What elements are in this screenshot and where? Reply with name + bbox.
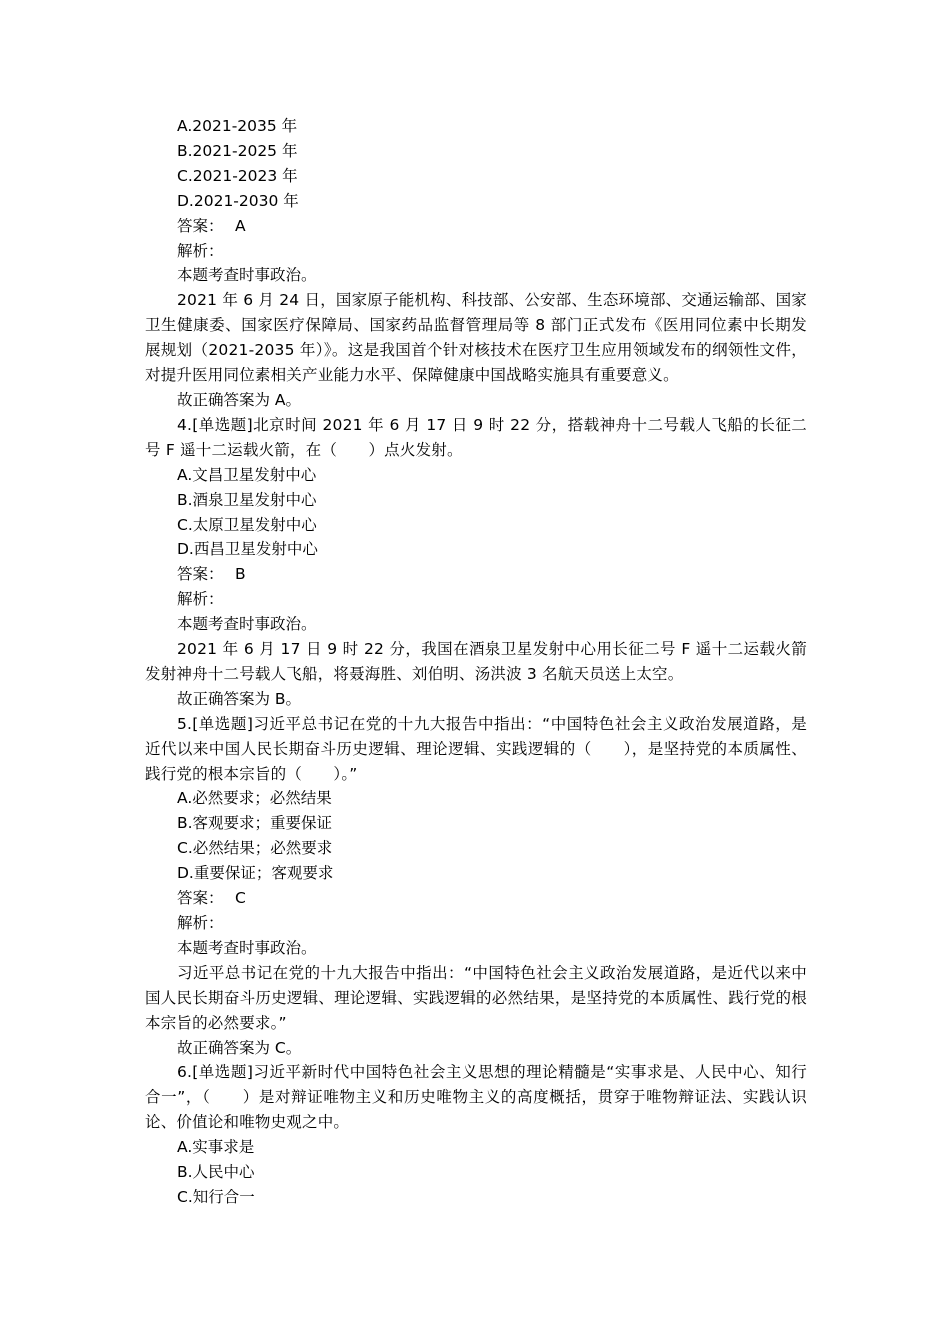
q5-option-a: A.必然要求；必然结果 <box>177 789 332 808</box>
q3-option-c: C.2021-2023 年 <box>177 166 298 185</box>
q4-option-d: D.西昌卫星发射中心 <box>177 540 318 559</box>
q5-option-c: C.必然结果；必然要求 <box>177 839 333 858</box>
q3-option-a: A.2021-2035 年 <box>177 117 298 135</box>
q4-question: 4.[单选题]北京时间 2021 年 6 月 17 日 9 时 22 分，搭载神舟十二号载人飞船的长征二号 F 遥十二运载火箭，在（ ）点火发射。 <box>145 415 807 459</box>
q5-answer-value: C <box>235 889 246 908</box>
q5-answer <box>145 886 807 911</box>
q4-analysis-label: 解析： <box>177 590 224 609</box>
q5-conclusion: 故正确答案为 C。 <box>177 1038 302 1057</box>
q4-option-a: A.文昌卫星发射中心 <box>177 465 317 484</box>
q3-conclusion: 故正确答案为 A。 <box>177 390 302 409</box>
q5-answer-label: 答案： <box>177 889 224 908</box>
q6-question: 6.[单选题]习近平新时代中国特色社会主义思想的理论精髓是“实事求是、人民中心、知行合一”，（ ）是对辩证唯物主义和历史唯物主义的高度概括，贯穿于唯物辩证法、实践认识论、价值论和唯物史观之中。 <box>145 1063 807 1132</box>
q4-analysis-text: 2021 年 6 月 17 日 9 时 22 分，我国在酒泉卫星发射中心用长征二号 F 遥十二运载火箭发射神舟十二号载人飞船，将聂海胜、刘伯明、汤洪波 3 名航天员送上太空。 <box>145 640 807 683</box>
q4-conclusion: 故正确答案为 B。 <box>177 689 302 708</box>
q6-option-c: C.知行合一 <box>177 1187 255 1206</box>
q4-answer-value: B <box>235 565 246 584</box>
q3-answer-label: 答案： <box>177 216 224 235</box>
q6-option-a: A.实事求是 <box>177 1138 255 1157</box>
q6-option-b: B.人民中心 <box>177 1163 255 1182</box>
q5-question: 5.[单选题]习近平总书记在党的十九大报告中指出：“中国特色社会主义政治发展道路，是近代以来中国人民长期奋斗历史逻辑、理论逻辑、实践逻辑的（ ），是坚持党的本质属性、践行党的根本宗旨的（ ）。” <box>145 714 807 783</box>
q5-option-d: D.重要保证；客观要求 <box>177 864 334 883</box>
q4-answer-label: 答案： <box>177 565 224 584</box>
q3-analysis-label: 解析： <box>177 241 224 260</box>
q5-analysis-intro: 本题考查时事政治。 <box>177 938 317 957</box>
q3-answer <box>145 214 807 239</box>
q3-answer-value: A <box>235 216 246 235</box>
q5-option-b: B.客观要求；重要保证 <box>177 814 333 833</box>
q4-analysis-intro: 本题考查时事政治。 <box>177 615 317 634</box>
q3-option-b: B.2021-2025 年 <box>177 141 298 160</box>
q3-option-d: D.2021-2030 年 <box>177 191 299 210</box>
q5-analysis-text: 习近平总书记在党的十九大报告中指出：“中国特色社会主义政治发展道路，是近代以来中国人民长期奋斗历史逻辑、理论逻辑、实践逻辑的必然结果，是坚持党的本质属性、践行党的根本宗旨的必然要求。” <box>145 963 807 1032</box>
q4-option-b: B.酒泉卫星发射中心 <box>177 490 317 509</box>
q5-analysis-label: 解析： <box>177 914 224 932</box>
q3-analysis-intro: 本题考查时事政治。 <box>177 266 317 285</box>
q3-analysis-text: 2021 年 6 月 24 日，国家原子能机构、科技部、公安部、生态环境部、交通运输部、国家卫生健康委、国家医疗保障局、国家药品监督管理局等 8 部门正式发布《医用同位素中长期发展规划（2021-2035 年）》。这是我国首个针对核技术在医疗卫生应用领域发布的纲领性文件，对提升医用同位素相关产业能力水平、保障健康中国战略实施具有重要意义。 <box>145 291 807 385</box>
q4-answer <box>145 562 807 587</box>
q4-option-c: C.太原卫星发射中心 <box>177 515 317 534</box>
document-content <box>145 114 807 1210</box>
